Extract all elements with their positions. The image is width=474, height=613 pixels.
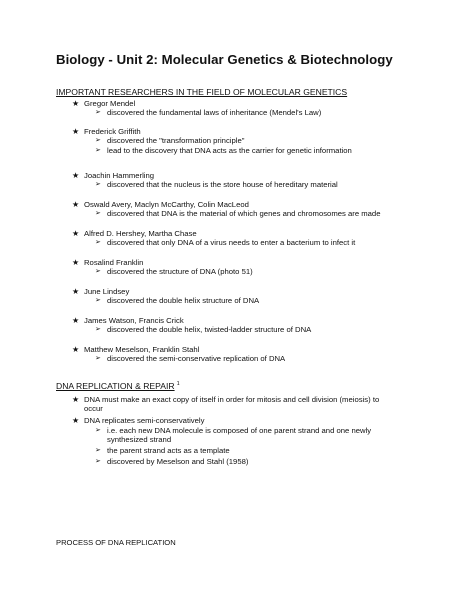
- arrow-bullet-icon: ➢: [95, 355, 101, 362]
- star-bullet-icon: ★: [72, 316, 80, 325]
- star-bullet-icon: ★: [72, 229, 80, 238]
- star-bullet-icon: ★: [72, 416, 80, 425]
- researcher-point: discovered that only DNA of a virus needs to enter a bacterium to infect it: [107, 238, 356, 247]
- arrow-bullet-icon: ➢: [95, 137, 101, 144]
- researcher-point: discovered that DNA is the material of which genes and chromosomes are made: [107, 209, 381, 218]
- researcher-point: discovered the double helix structure of DNA: [107, 296, 260, 305]
- page-title: Biology - Unit 2: Molecular Genetics & Biotechnology: [56, 52, 393, 67]
- star-bullet-icon: ★: [72, 127, 80, 136]
- arrow-bullet-icon: ➢: [95, 297, 101, 304]
- researcher-name: Frederick Griffith: [84, 127, 141, 136]
- researcher-point: discovered that the nucleus is the store house of hereditary material: [107, 180, 338, 189]
- star-bullet-icon: ★: [72, 171, 80, 180]
- replication-subpoint: the parent strand acts as a template: [107, 446, 230, 455]
- arrow-bullet-icon: ➢: [95, 181, 101, 188]
- researcher-name: Joachin Hammerling: [84, 171, 155, 180]
- arrow-bullet-icon: ➢: [95, 268, 101, 275]
- researcher-point: discovered the fundamental laws of inheritance (Mendel's Law): [107, 108, 322, 117]
- replication-subpoint: synthesized strand: [107, 435, 172, 444]
- arrow-bullet-icon: ➢: [95, 326, 101, 333]
- arrow-bullet-icon: ➢: [95, 239, 101, 246]
- researcher-point: discovered the "transformation principle": [107, 136, 245, 145]
- researcher-name: Rosalind Franklin: [84, 258, 144, 267]
- arrow-bullet-icon: ➢: [95, 147, 101, 154]
- researcher-name: James Watson, Francis Crick: [84, 316, 184, 325]
- researcher-name: Gregor Mendel: [84, 99, 136, 108]
- replication-text: DNA must make an exact copy of itself in order for mitosis and cell division (meiosis) to: [84, 395, 380, 404]
- researcher-name: June Lindsey: [84, 287, 130, 296]
- star-bullet-icon: ★: [72, 258, 80, 267]
- replication-subpoint: i.e. each new DNA molecule is composed of one parent strand and one newly: [107, 426, 372, 435]
- footnote-marker[interactable]: 1: [176, 381, 180, 388]
- star-bullet-icon: ★: [72, 99, 80, 108]
- researcher-name: Alfred D. Hershey, Martha Chase: [84, 229, 197, 238]
- researcher-point: discovered the double helix, twisted-ladder structure of DNA: [107, 325, 312, 334]
- arrow-bullet-icon: ➢: [95, 458, 101, 465]
- arrow-bullet-icon: ➢: [95, 447, 101, 454]
- arrow-bullet-icon: ➢: [95, 427, 101, 434]
- arrow-bullet-icon: ➢: [95, 109, 101, 116]
- replication-heading: [56, 381, 180, 391]
- star-bullet-icon: ★: [72, 287, 80, 296]
- researchers-heading: IMPORTANT RESEARCHERS IN THE FIELD OF MOLECULAR GENETICS: [56, 87, 348, 97]
- section-heading-process: PROCESS OF DNA REPLICATION: [56, 538, 176, 547]
- researcher-point: lead to the discovery that DNA acts as the carrier for genetic information: [107, 146, 352, 155]
- researcher-name: Oswald Avery, Maclyn McCarthy, Colin MacLeod: [84, 200, 249, 209]
- replication-text: DNA replicates semi-conservatively: [84, 416, 205, 425]
- researcher-point: discovered the structure of DNA (photo 51): [107, 267, 253, 276]
- researcher-name: Matthew Meselson, Franklin Stahl: [84, 345, 200, 354]
- star-bullet-icon: ★: [72, 345, 80, 354]
- star-bullet-icon: ★: [72, 395, 80, 404]
- replication-subpoint: discovered by Meselson and Stahl (1958): [107, 457, 249, 466]
- star-bullet-icon: ★: [72, 200, 80, 209]
- replication-heading-text: DNA REPLICATION & REPAIR: [56, 381, 175, 391]
- researcher-point: discovered the semi-conservative replication of DNA: [107, 354, 286, 363]
- arrow-bullet-icon: ➢: [95, 210, 101, 217]
- replication-text: occur: [84, 404, 103, 413]
